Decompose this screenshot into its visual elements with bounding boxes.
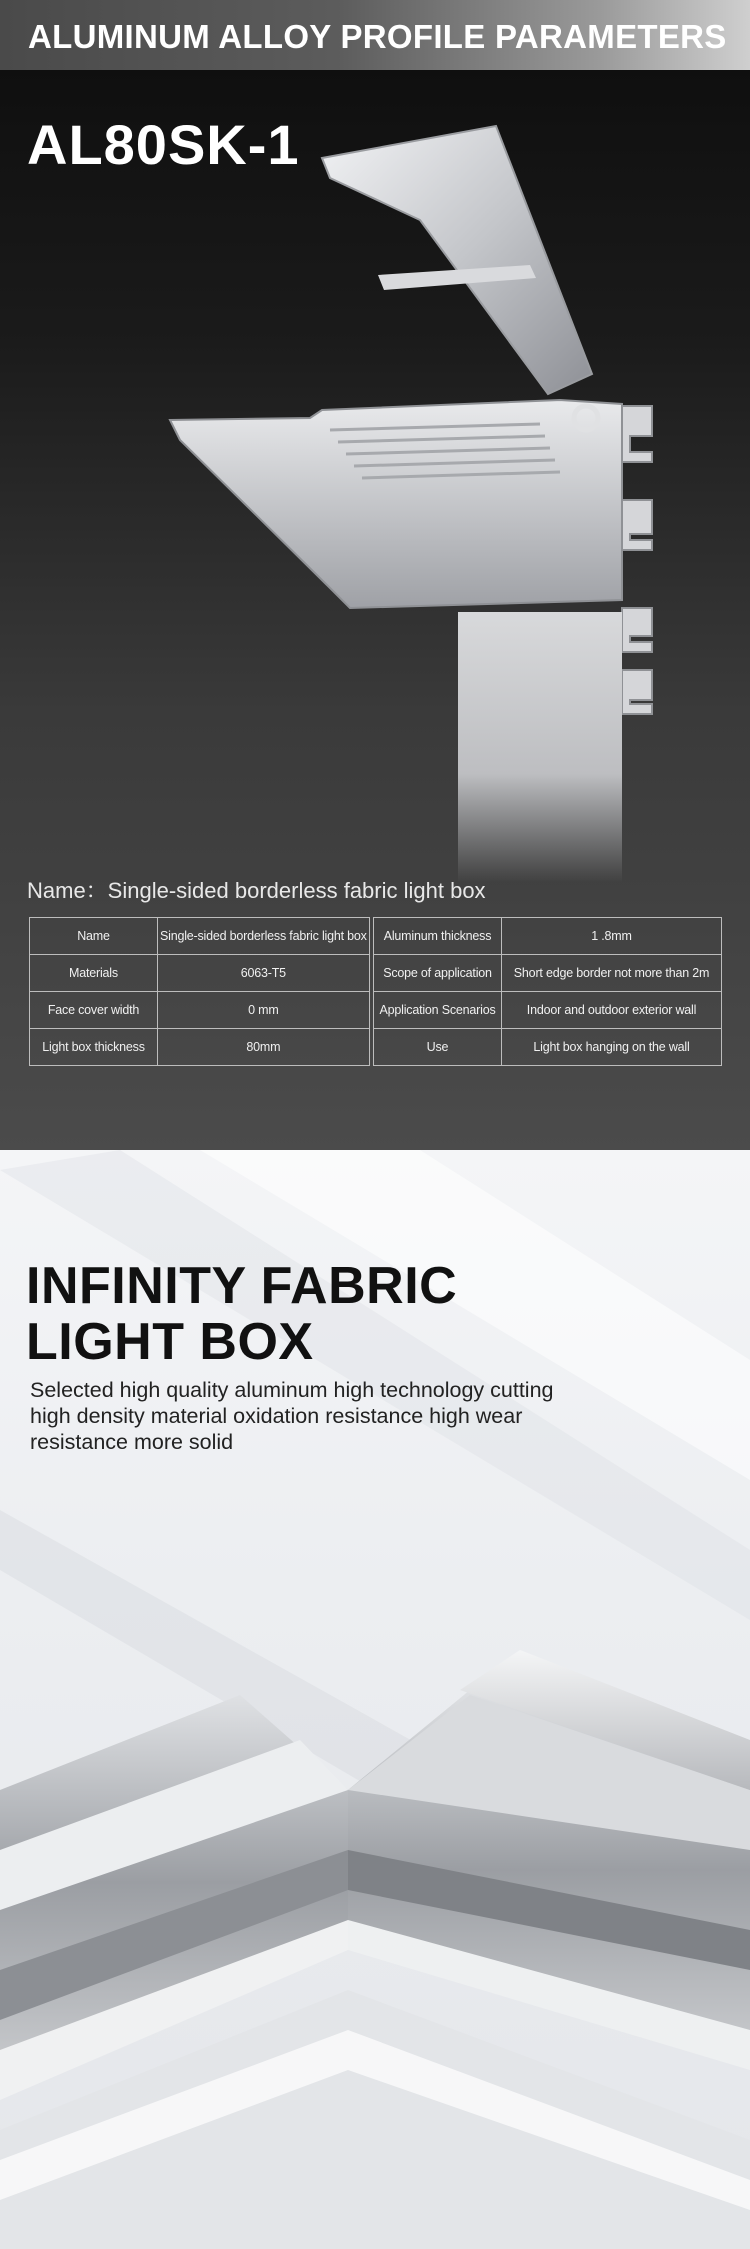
- spec-key: Use: [374, 1029, 502, 1066]
- spec-value: Indoor and outdoor exterior wall: [502, 992, 722, 1029]
- infinity-hero-section: [0, 1150, 750, 2249]
- spec-value: Short edge border not more than 2m: [502, 955, 722, 992]
- spec-key: Application Scenarios: [374, 992, 502, 1029]
- spec-value: 6063-T5: [158, 955, 370, 992]
- spec-key: Face cover width: [30, 992, 158, 1029]
- hero-title-line: LIGHT BOX: [26, 1313, 314, 1371]
- table-row: [30, 918, 370, 955]
- spec-value: 80mm: [158, 1029, 370, 1066]
- spec-value: Light box hanging on the wall: [502, 1029, 722, 1066]
- product-name-line: Name：Single-sided borderless fabric light box: [27, 878, 486, 903]
- header-bar: [0, 0, 750, 70]
- model-title: AL80SK-1: [27, 113, 300, 176]
- table-row: [30, 1029, 370, 1066]
- table-row: [374, 992, 722, 1029]
- spec-key: Scope of application: [374, 955, 502, 992]
- hero-title-line: INFINITY FABRIC: [26, 1257, 458, 1315]
- header-title: ALUMINUM ALLOY PROFILE PARAMETERS: [28, 18, 727, 55]
- table-row: [30, 955, 370, 992]
- aluminum-profile-image: [0, 100, 750, 900]
- spec-table-left: [29, 917, 370, 1066]
- table-row: [30, 992, 370, 1029]
- spec-value: Single-sided borderless fabric light box: [158, 918, 370, 955]
- table-row: [374, 918, 722, 955]
- spec-key: Materials: [30, 955, 158, 992]
- hero-description-line: high density material oxidation resistance high wear: [30, 1404, 523, 1428]
- table-row: [374, 955, 722, 992]
- spec-key: Light box thickness: [30, 1029, 158, 1066]
- table-row: [374, 1029, 722, 1066]
- hero-title: [26, 1258, 457, 1370]
- spec-value: 1 .8mm: [502, 918, 722, 955]
- hero-description-line: resistance more solid: [30, 1430, 234, 1454]
- spec-table-right: [373, 917, 722, 1066]
- spec-key: Aluminum thickness: [374, 918, 502, 955]
- hero-description-line: Selected high quality aluminum high technology cutting: [30, 1378, 554, 1402]
- hero-description: [30, 1377, 590, 1455]
- spec-value: 0 mm: [158, 992, 370, 1029]
- spec-key: Name: [30, 918, 158, 955]
